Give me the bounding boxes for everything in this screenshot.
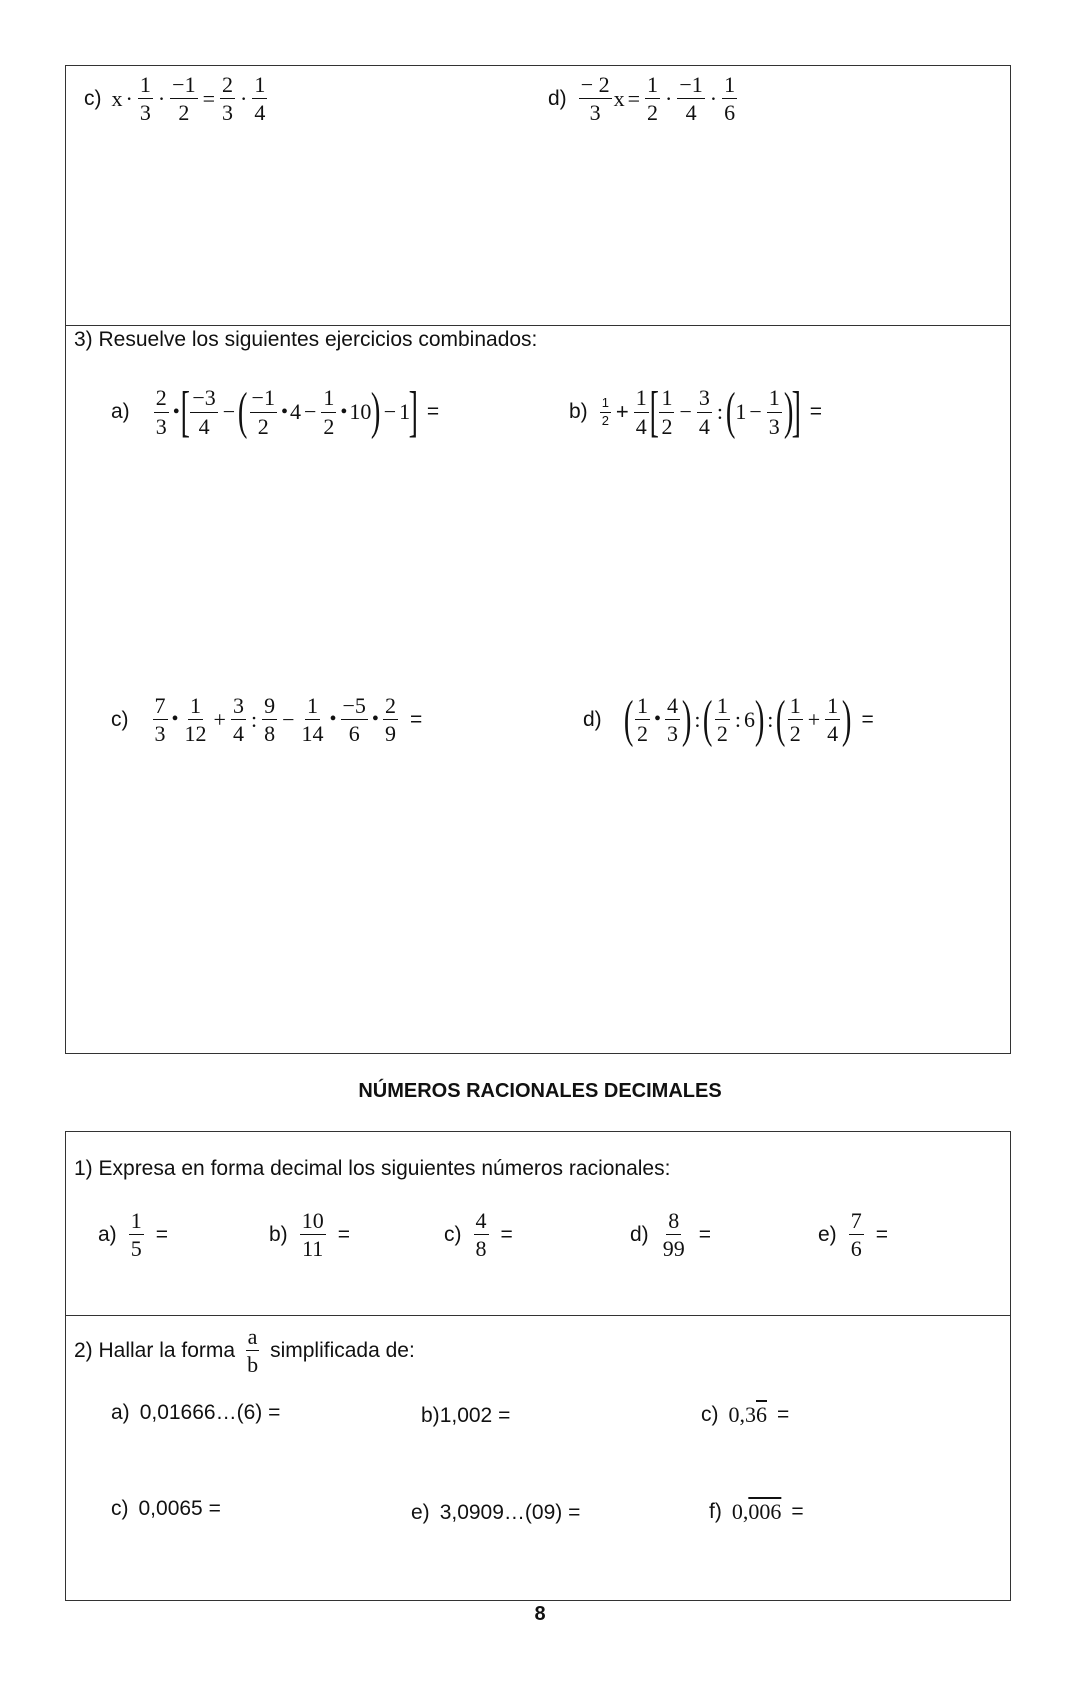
decimal-1b: b) $\frac{10}{11}$ = [269, 1208, 350, 1262]
decimal-1c: c) $\frac{4}{8}$ = [444, 1208, 513, 1262]
fraction: $\frac{2}{3}$ [155, 385, 167, 439]
exercise-3d [583, 690, 874, 748]
fraction: $\frac{1}{2}$ [601, 394, 609, 428]
fraction: $\frac{1}{14}$ [301, 693, 324, 747]
item-label: d) [548, 86, 567, 110]
exercise-2d [548, 72, 739, 126]
fraction: $\frac{1}{4}$ [635, 385, 647, 439]
exercise-3-heading: 3) Resuelve los siguientes ejercicios combinados: [74, 328, 538, 351]
decimal-2c: c) 0,3 6 = [701, 1402, 790, 1427]
fraction: $\frac{-3}{4}$ [192, 385, 216, 439]
decimal-2a: a) 0,01666…(6) = [111, 1401, 281, 1424]
expression-3b: $\frac{1}{2}$ + $\frac{1}{4}$ [ $\frac{1}{2}$ − $\frac{3}{4}$ : ( 1 − $\frac{1}{3}$ ) ] = [601, 381, 822, 443]
decimal-2b: b) 1,002 = [421, 1404, 511, 1427]
fraction: $\frac{-1}{2}$ [172, 72, 196, 126]
decimal-2e: e) 3,0909…(09) = [411, 1501, 581, 1524]
decimal-1a: a) $\frac{1}{5}$ = [98, 1208, 168, 1262]
expression-3a: $\frac{2}{3}$ • [ $\frac{-3}{4}$ − ( $\frac{-1}{2}$ • 4 − $\frac{1}{2}$ • 10 ) − 1 ] = [155, 381, 440, 443]
decimal-1e: e) $\frac{7}{6}$ = [818, 1208, 888, 1262]
fraction: $\frac{7}{3}$ [154, 693, 166, 747]
page-number: 8 [534, 1603, 546, 1625]
fraction: $\frac{1}{2}$ [716, 693, 728, 747]
exercise-2c [84, 72, 269, 126]
fraction: $\frac{8}{99}$ [662, 1208, 685, 1262]
fraction: $\frac{1}{4}$ [254, 72, 266, 126]
divider [66, 1315, 1010, 1316]
fraction: $\frac{1}{6}$ [724, 72, 736, 126]
fraction: $\frac{1}{12}$ [184, 693, 207, 747]
fraction: $\frac{1}{2}$ [661, 385, 673, 439]
exercise-box-1 [65, 65, 1011, 1054]
fraction: $\frac{10}{11}$ [301, 1208, 324, 1262]
divider [66, 325, 1010, 326]
expression-3d: ( $\frac{1}{2}$ • $\frac{4}{3}$ ) : ( $\frac{1}{2}$ : 6 ) : ( $\frac{1}{2}$ + $\frac{1}{4}$ ) = [623, 690, 874, 748]
fraction: $\frac{1}{2}$ [789, 693, 801, 747]
decimal-1d: d) $\frac{8}{99}$ = [630, 1208, 711, 1262]
exercise-3b [569, 381, 822, 443]
decimal-2f: f) 0, 006 = [709, 1499, 804, 1524]
exercise-3a [111, 381, 440, 443]
exercise-box-2 [65, 1131, 1011, 1601]
decimal-exercise-1-heading: 1) Expresa en forma decimal los siguientes números racionales: [74, 1157, 671, 1180]
fraction: $\frac{2}{9}$ [384, 693, 396, 747]
fraction: $\frac{9}{8}$ [264, 693, 276, 747]
item-label: d) [583, 707, 602, 731]
fraction: $\frac{2}{3}$ [222, 72, 233, 126]
fraction: $\frac{-1}{2}$ [251, 385, 275, 439]
fraction: $\frac{a}{b}$ [247, 1324, 259, 1378]
fraction: $\frac{4}{8}$ [475, 1208, 487, 1262]
decimal-2d: c) 0,0065 = [111, 1497, 221, 1520]
fraction: $\frac{- 2}{3}$ [580, 72, 610, 126]
fraction: $\frac{1}{2}$ [647, 72, 659, 126]
fraction: $\frac{1}{2}$ [637, 693, 649, 747]
equation-2d: $\frac{- 2}{3}$ x = $\frac{1}{2}$ · $\frac{-1}{4}$ · $\frac{1}{6}$ [580, 72, 736, 126]
repeating-digits: 006 [748, 1499, 782, 1524]
fraction: $\frac{-5}{6}$ [342, 693, 366, 747]
item-label: c) [84, 86, 102, 110]
exercise-3c [111, 693, 422, 747]
fraction: $\frac{4}{3}$ [667, 693, 679, 747]
section-title: NÚMEROS RACIONALES DECIMALES [358, 1080, 722, 1102]
fraction: $\frac{7}{6}$ [850, 1208, 862, 1262]
fraction: $\frac{1}{3}$ [768, 385, 780, 439]
equation-2c: x · $\frac{1}{3}$ · $\frac{-1}{2}$ = $\frac{2}{3}$ · $\frac{1}{4}$ [111, 72, 266, 126]
fraction: $\frac{3}{4}$ [698, 385, 710, 439]
fraction: $\frac{1}{3}$ [139, 72, 151, 126]
decimal-exercise-2-heading: 2) Hallar la forma $\frac{a}{b}$ simplificada de: [74, 1324, 415, 1378]
fraction: $\frac{-1}{4}$ [679, 72, 703, 126]
fraction: $\frac{1}{2}$ [323, 385, 335, 439]
item-label: b) [569, 400, 588, 423]
repeating-digits: 6 [756, 1402, 767, 1427]
item-label: c) [111, 707, 129, 731]
fraction: $\frac{3}{4}$ [232, 693, 244, 747]
fraction: $\frac{1}{5}$ [130, 1208, 142, 1262]
item-label: a) [111, 400, 130, 423]
expression-3c: $\frac{7}{3}$ • $\frac{1}{12}$ + $\frac{3}{4}$ : $\frac{9}{8}$ − $\frac{1}{14}$ • $\frac{-5}{6}$ • $\frac{2}{9}$ = [154, 693, 423, 747]
fraction: $\frac{1}{4}$ [827, 693, 839, 747]
